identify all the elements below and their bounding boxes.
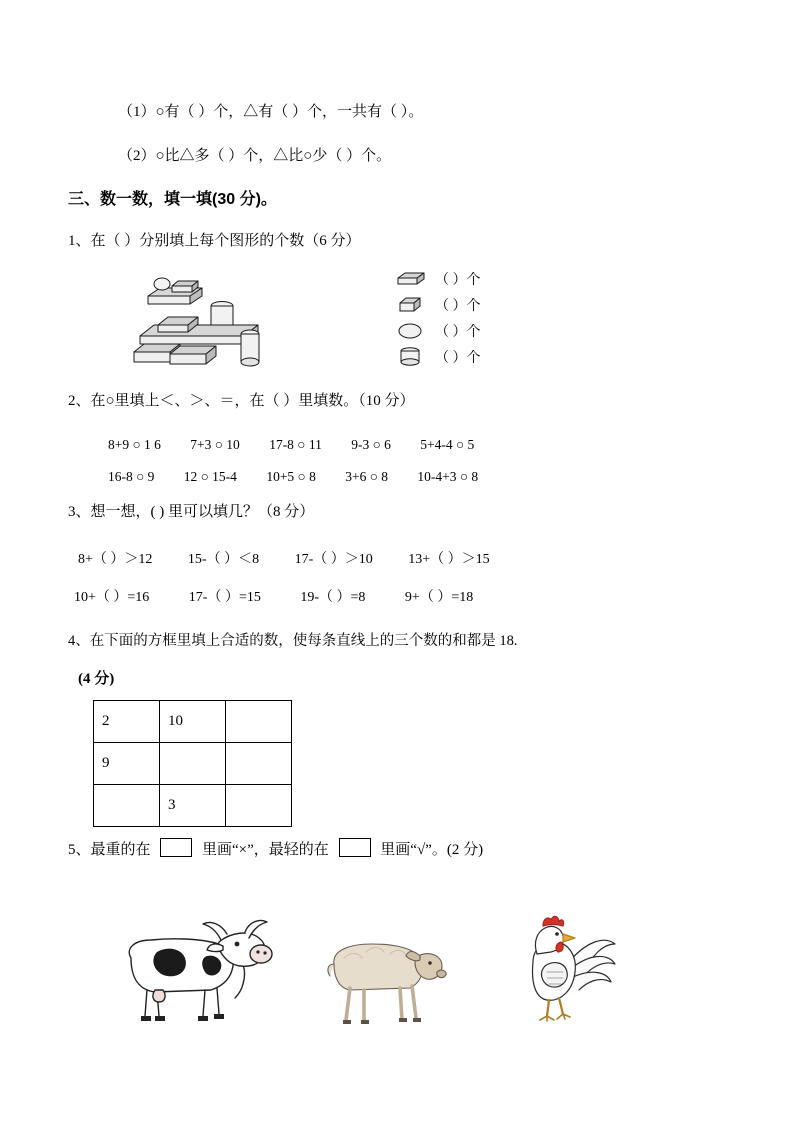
magic-cell[interactable] — [94, 785, 160, 827]
solid-shapes-illustration — [118, 262, 338, 372]
answer-box-heaviest[interactable] — [160, 838, 192, 857]
legend-text: （ ）个 — [435, 325, 481, 340]
table-row — [94, 743, 292, 785]
question-1-sub-2: （2）○比△多（ ）个，△比○少（ ）个。 — [118, 148, 392, 164]
compare-item: 3+6 ○ 8 — [345, 469, 388, 484]
magic-cell[interactable]: 3 — [160, 785, 226, 827]
compare-item: 12 ○ 15-4 — [183, 469, 237, 484]
question-3-5-part-3: 里画“√”。(2 分) — [380, 842, 484, 858]
table-row — [94, 785, 292, 827]
question-3-5-part-2: 里画“×”，最轻的在 — [202, 842, 329, 858]
shape-legend — [395, 268, 585, 373]
fill-item: 9+（ ）=18 — [404, 590, 474, 605]
animals-illustration-group — [95, 890, 695, 1070]
legend-text: （ ）个 — [435, 351, 481, 366]
compare-item: 8+9 ○ 1 6 — [108, 437, 161, 452]
sphere-icon — [395, 320, 429, 340]
question-3-4-points: (4 分) — [78, 671, 115, 687]
question-3-5-prompt — [68, 838, 483, 859]
magic-cell[interactable] — [226, 743, 292, 785]
compare-row-1 — [108, 437, 500, 453]
fill-item: 19-（ ）=8 — [300, 590, 366, 605]
compare-item: 5+4-4 ○ 5 — [420, 437, 475, 452]
fill-item: 17-（ ）=15 — [188, 590, 261, 605]
legend-text: （ ）个 — [435, 299, 481, 314]
section-3-title: 三、数一数，填一填(30 分)。 — [68, 191, 277, 208]
magic-square-table — [93, 700, 292, 827]
cuboid-icon — [395, 268, 429, 288]
compare-item: 10+5 ○ 8 — [266, 469, 316, 484]
rooster-illustration — [495, 910, 625, 1040]
legend-row — [395, 268, 585, 290]
fill-item: 15-（ ）＜8 — [187, 552, 260, 567]
question-3-2-prompt: 2、在○里填上＜、＞、＝，在（ ）里填数。（10 分） — [68, 393, 415, 409]
compare-item: 16-8 ○ 9 — [108, 469, 155, 484]
legend-row — [395, 346, 585, 368]
question-3-5-part-1: 5、最重的在 — [68, 842, 151, 858]
legend-row — [395, 294, 585, 316]
question-3-1-prompt: 1、在（ ）分别填上每个图形的个数（6 分） — [68, 233, 361, 249]
question-3-4-prompt: 4、在下面的方框里填上合适的数，使每条直线上的三个数的和都是 18. — [68, 633, 518, 649]
sheep-illustration — [310, 920, 450, 1030]
compare-row-2 — [108, 469, 504, 485]
answer-box-lightest[interactable] — [339, 838, 371, 857]
legend-row — [395, 320, 585, 342]
fill-row-1 — [78, 548, 516, 568]
magic-cell[interactable] — [226, 785, 292, 827]
magic-cell[interactable] — [160, 743, 226, 785]
compare-item: 17-8 ○ 11 — [269, 437, 322, 452]
cow-illustration — [95, 900, 285, 1030]
cube-icon — [395, 294, 429, 314]
magic-cell[interactable]: 10 — [160, 701, 226, 743]
magic-cell[interactable]: 9 — [94, 743, 160, 785]
compare-item: 10-4+3 ○ 8 — [417, 469, 479, 484]
fill-item: 10+（ ）=16 — [74, 590, 150, 605]
legend-text: （ ）个 — [435, 273, 481, 288]
compare-item: 7+3 ○ 10 — [190, 437, 240, 452]
compare-item: 9-3 ○ 6 — [351, 437, 391, 452]
table-row — [94, 701, 292, 743]
fill-item: 17-（ ）＞10 — [294, 552, 373, 567]
magic-cell[interactable]: 2 — [94, 701, 160, 743]
fill-item: 13+（ ）＞15 — [408, 552, 490, 567]
fill-row-2 — [74, 586, 499, 606]
cylinder-icon — [395, 346, 429, 366]
question-3-3-prompt: 3、想一想，( ) 里可以填几？（8 分） — [68, 504, 315, 520]
magic-cell[interactable] — [226, 701, 292, 743]
question-1-sub-1: （1）○有（ ）个，△有（ ）个，一共有（ ）。 — [118, 104, 424, 120]
fill-item: 8+（ ）＞12 — [78, 552, 153, 567]
